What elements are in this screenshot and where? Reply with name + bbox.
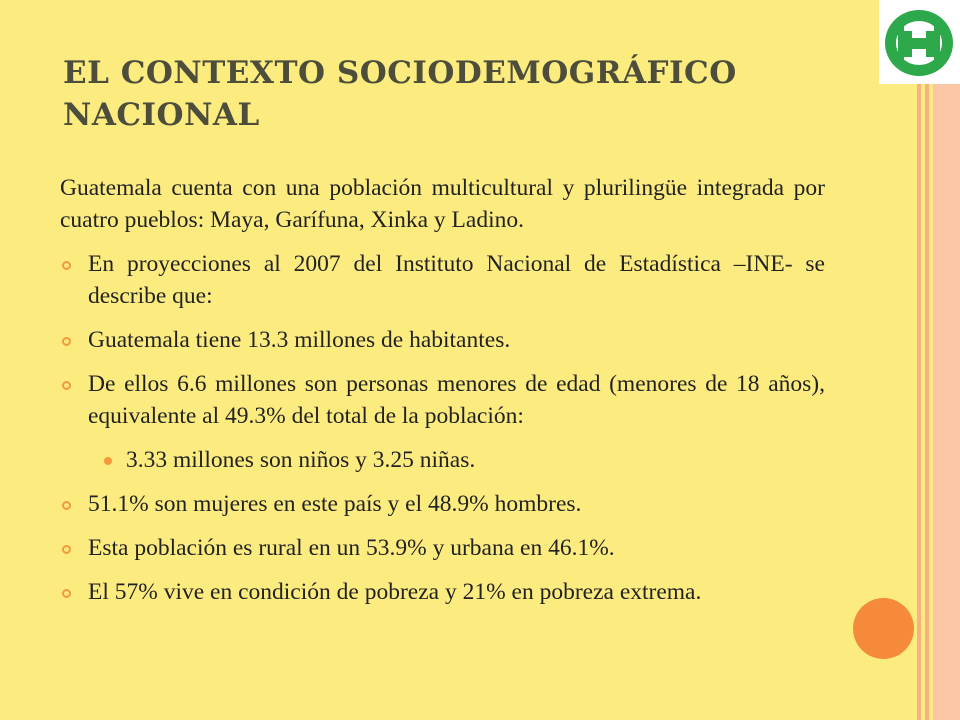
slide-title: EL CONTEXTO SOCIODEMOGRÁFICO NACIONAL	[63, 55, 737, 133]
bullet-text: 51.1% son mujeres en este país y el 48.9% hombres.	[88, 491, 582, 517]
sub-bullet-text: 3.33 millones son niños y 3.25 niñas.	[126, 447, 476, 473]
bullet-item	[60, 248, 825, 312]
hollow-circle-bullet-icon	[62, 337, 71, 346]
decorative-stripe-wide	[933, 0, 960, 720]
bullet-text: Guatemala tiene 13.3 millones de habitantes.	[88, 327, 511, 353]
hollow-circle-bullet-icon	[62, 589, 71, 598]
bullet-item	[60, 532, 825, 564]
hollow-circle-bullet-icon	[62, 381, 71, 390]
bullet-item	[60, 488, 825, 520]
filled-circle-bullet-icon	[104, 457, 112, 465]
hollow-circle-bullet-icon	[62, 261, 71, 270]
bullet-item	[60, 576, 825, 608]
bullet-text: En proyecciones al 2007 del Instituto Nacional de Estadística –INE- se describe que:	[88, 251, 825, 309]
institution-logo	[879, 0, 960, 84]
logo-icon	[884, 5, 955, 79]
bullet-item	[60, 368, 825, 432]
sub-bullet-item	[60, 444, 825, 476]
intro-paragraph	[60, 172, 825, 236]
decorative-circle	[853, 598, 914, 659]
bullet-item	[60, 324, 825, 356]
bullet-text: Esta población es rural en un 53.9% y urbana en 46.1%.	[88, 535, 615, 561]
intro-text: Guatemala cuenta con una población multicultural y plurilingüe integrada por cuatro pueblos: Maya, Garífuna, Xinka y Ladino.	[60, 175, 825, 233]
bullet-text: El 57% vive en condición de pobreza y 21% en pobreza extrema.	[88, 579, 702, 605]
bullet-text: De ellos 6.6 millones son personas menores de edad (menores de 18 años), equivalente al 49.3% del total de la población:	[88, 371, 825, 429]
slide-body	[60, 172, 825, 620]
hollow-circle-bullet-icon	[62, 501, 71, 510]
hollow-circle-bullet-icon	[62, 545, 71, 554]
